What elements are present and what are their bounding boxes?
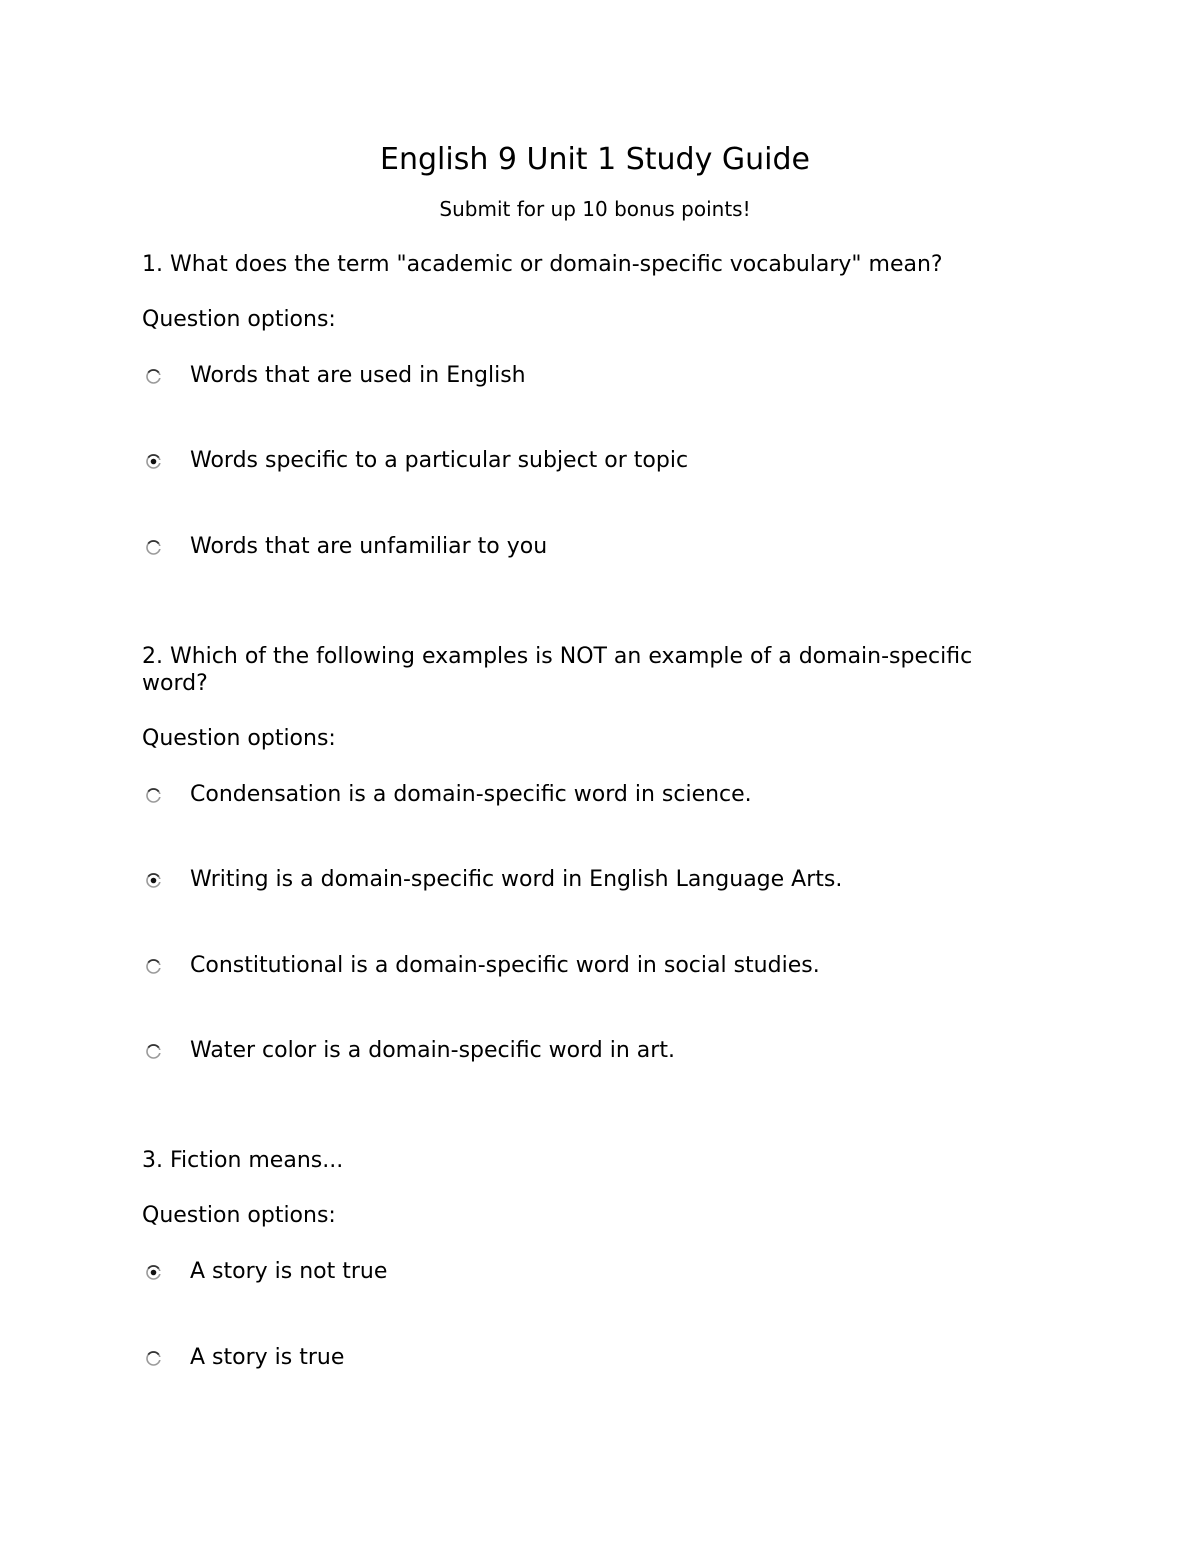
q2-option-4[interactable] <box>142 1037 1042 1067</box>
radio-gap <box>158 375 162 378</box>
option-label: Condensation is a domain-specific word in science. <box>190 782 752 807</box>
radio-gap <box>158 1357 162 1360</box>
radio-gap <box>158 879 162 882</box>
q1-option-3[interactable] <box>142 533 1042 563</box>
option-label: Words specific to a particular subject or topic <box>190 448 689 473</box>
radio-shadow-arc <box>148 1045 158 1048</box>
radio-shadow-arc <box>148 370 158 373</box>
option-label: A story is true <box>190 1345 345 1370</box>
radio-selected-dot <box>151 878 157 884</box>
q1-option-1[interactable] <box>142 362 1042 392</box>
radio-gap <box>158 546 162 549</box>
radio-shadow-arc <box>148 874 158 877</box>
radio-shadow-arc <box>148 541 158 544</box>
q3-option-1[interactable] <box>142 1258 1042 1288</box>
radio-icon[interactable] <box>145 1264 162 1281</box>
option-label: Constitutional is a domain-specific word in social studies. <box>190 953 820 978</box>
question-3-options-label: Question options: <box>142 1203 336 1228</box>
radio-icon[interactable] <box>145 1350 162 1367</box>
q2-option-3[interactable] <box>142 952 1042 982</box>
radio-gap <box>158 1271 162 1274</box>
radio-icon[interactable] <box>145 872 162 889</box>
radio-shadow-arc <box>148 789 158 792</box>
question-2-text: 2. Which of the following examples is NOT an example of a domain-specific word? <box>142 644 973 696</box>
radio-selected-dot <box>151 459 157 465</box>
radio-icon[interactable] <box>145 539 162 556</box>
radio-icon[interactable] <box>145 787 162 804</box>
radio-icon[interactable] <box>145 368 162 385</box>
radio-icon[interactable] <box>145 453 162 470</box>
radio-shadow-arc <box>148 455 158 458</box>
option-label: Water color is a domain-specific word in art. <box>190 1038 675 1063</box>
q1-option-2[interactable] <box>142 447 1042 477</box>
q2-option-1[interactable] <box>142 781 1042 811</box>
radio-selected-dot <box>151 1270 157 1276</box>
option-label: Words that are unfamiliar to you <box>190 534 548 559</box>
radio-icon[interactable] <box>145 1043 162 1060</box>
radio-shadow-arc <box>148 1352 158 1355</box>
q2-option-2[interactable] <box>142 866 1042 896</box>
radio-shadow-arc <box>148 1266 158 1269</box>
radio-gap <box>158 965 162 968</box>
radio-shadow-arc <box>148 960 158 963</box>
option-label: Writing is a domain-specific word in English Language Arts. <box>190 867 843 892</box>
radio-gap <box>158 460 162 463</box>
radio-gap <box>158 794 162 797</box>
radio-icon[interactable] <box>145 958 162 975</box>
question-3-text: 3. Fiction means... <box>142 1148 344 1173</box>
question-2-options-label: Question options: <box>142 726 336 751</box>
page-title: English 9 Unit 1 Study Guide <box>380 142 810 177</box>
question-1-options-label: Question options: <box>142 307 336 332</box>
option-label: Words that are used in English <box>190 363 526 388</box>
q3-option-2[interactable] <box>142 1344 1042 1374</box>
option-label: A story is not true <box>190 1259 388 1284</box>
radio-gap <box>158 1050 162 1053</box>
question-1-text: 1. What does the term "academic or domain-specific vocabulary" mean? <box>142 252 943 277</box>
page-subtitle: Submit for up 10 bonus points! <box>439 197 751 221</box>
